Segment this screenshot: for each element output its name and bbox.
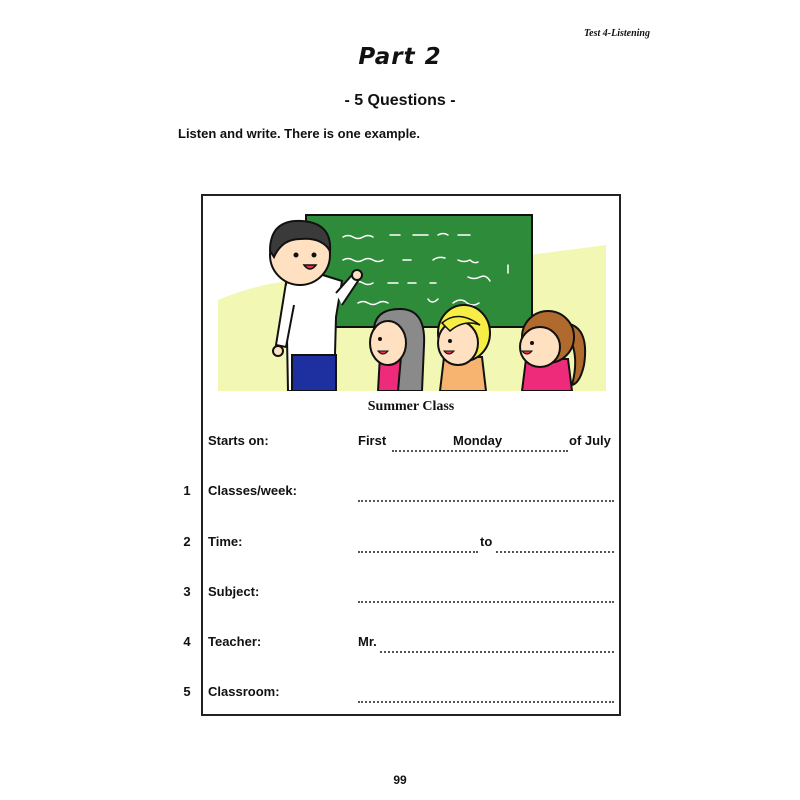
question-row-5 bbox=[0, 684, 800, 708]
page-number: 99 bbox=[393, 773, 407, 787]
example-dotted-line bbox=[392, 450, 568, 452]
teacher-prefix: Mr. bbox=[358, 634, 377, 649]
question-label: Teacher: bbox=[208, 634, 262, 649]
answer-dotted-line bbox=[380, 651, 614, 653]
answer-dotted-line-start bbox=[358, 551, 478, 553]
question-number: 4 bbox=[183, 634, 191, 649]
example-word-first: First bbox=[358, 433, 387, 448]
question-row-2 bbox=[0, 534, 800, 558]
example-label: Starts on: bbox=[208, 433, 269, 448]
instruction-text: Listen and write. There is one example. bbox=[178, 126, 421, 141]
question-number: 5 bbox=[183, 684, 191, 699]
test-tag: Test 4-Listening bbox=[583, 28, 650, 39]
question-number: 1 bbox=[183, 483, 191, 498]
question-count: - 5 Questions - bbox=[344, 92, 456, 109]
answer-dotted-line bbox=[358, 601, 614, 603]
answer-field-5[interactable] bbox=[358, 684, 614, 708]
form-title: Summer Class bbox=[367, 399, 455, 414]
student-blonde bbox=[438, 305, 490, 391]
example-answer: Monday bbox=[453, 433, 503, 448]
answer-field-3[interactable] bbox=[358, 584, 614, 608]
chalkboard bbox=[306, 215, 532, 327]
question-row-3 bbox=[0, 584, 800, 608]
student-grey-hair bbox=[370, 309, 424, 391]
question-number: 2 bbox=[183, 534, 191, 549]
question-row-1 bbox=[0, 483, 800, 507]
answer-dotted-line bbox=[358, 701, 614, 703]
answer-field-4[interactable] bbox=[358, 634, 614, 658]
question-label: Classroom: bbox=[208, 684, 280, 699]
question-label: Classes/week: bbox=[208, 483, 297, 498]
example-word-of-july: of July bbox=[569, 433, 611, 448]
example-answer-line bbox=[358, 433, 614, 457]
example-row bbox=[0, 433, 800, 457]
question-row-4 bbox=[0, 634, 800, 658]
time-to-word: to bbox=[480, 534, 493, 549]
answer-field-1[interactable] bbox=[358, 483, 614, 507]
answer-dotted-line bbox=[358, 500, 614, 502]
classroom-illustration bbox=[218, 205, 606, 391]
answer-field-2[interactable] bbox=[358, 534, 614, 558]
question-label: Subject: bbox=[208, 584, 260, 599]
question-number: 3 bbox=[183, 584, 191, 599]
part-title: Part 2 bbox=[358, 44, 442, 70]
question-label: Time: bbox=[208, 534, 243, 549]
answer-dotted-line-end bbox=[496, 551, 614, 553]
